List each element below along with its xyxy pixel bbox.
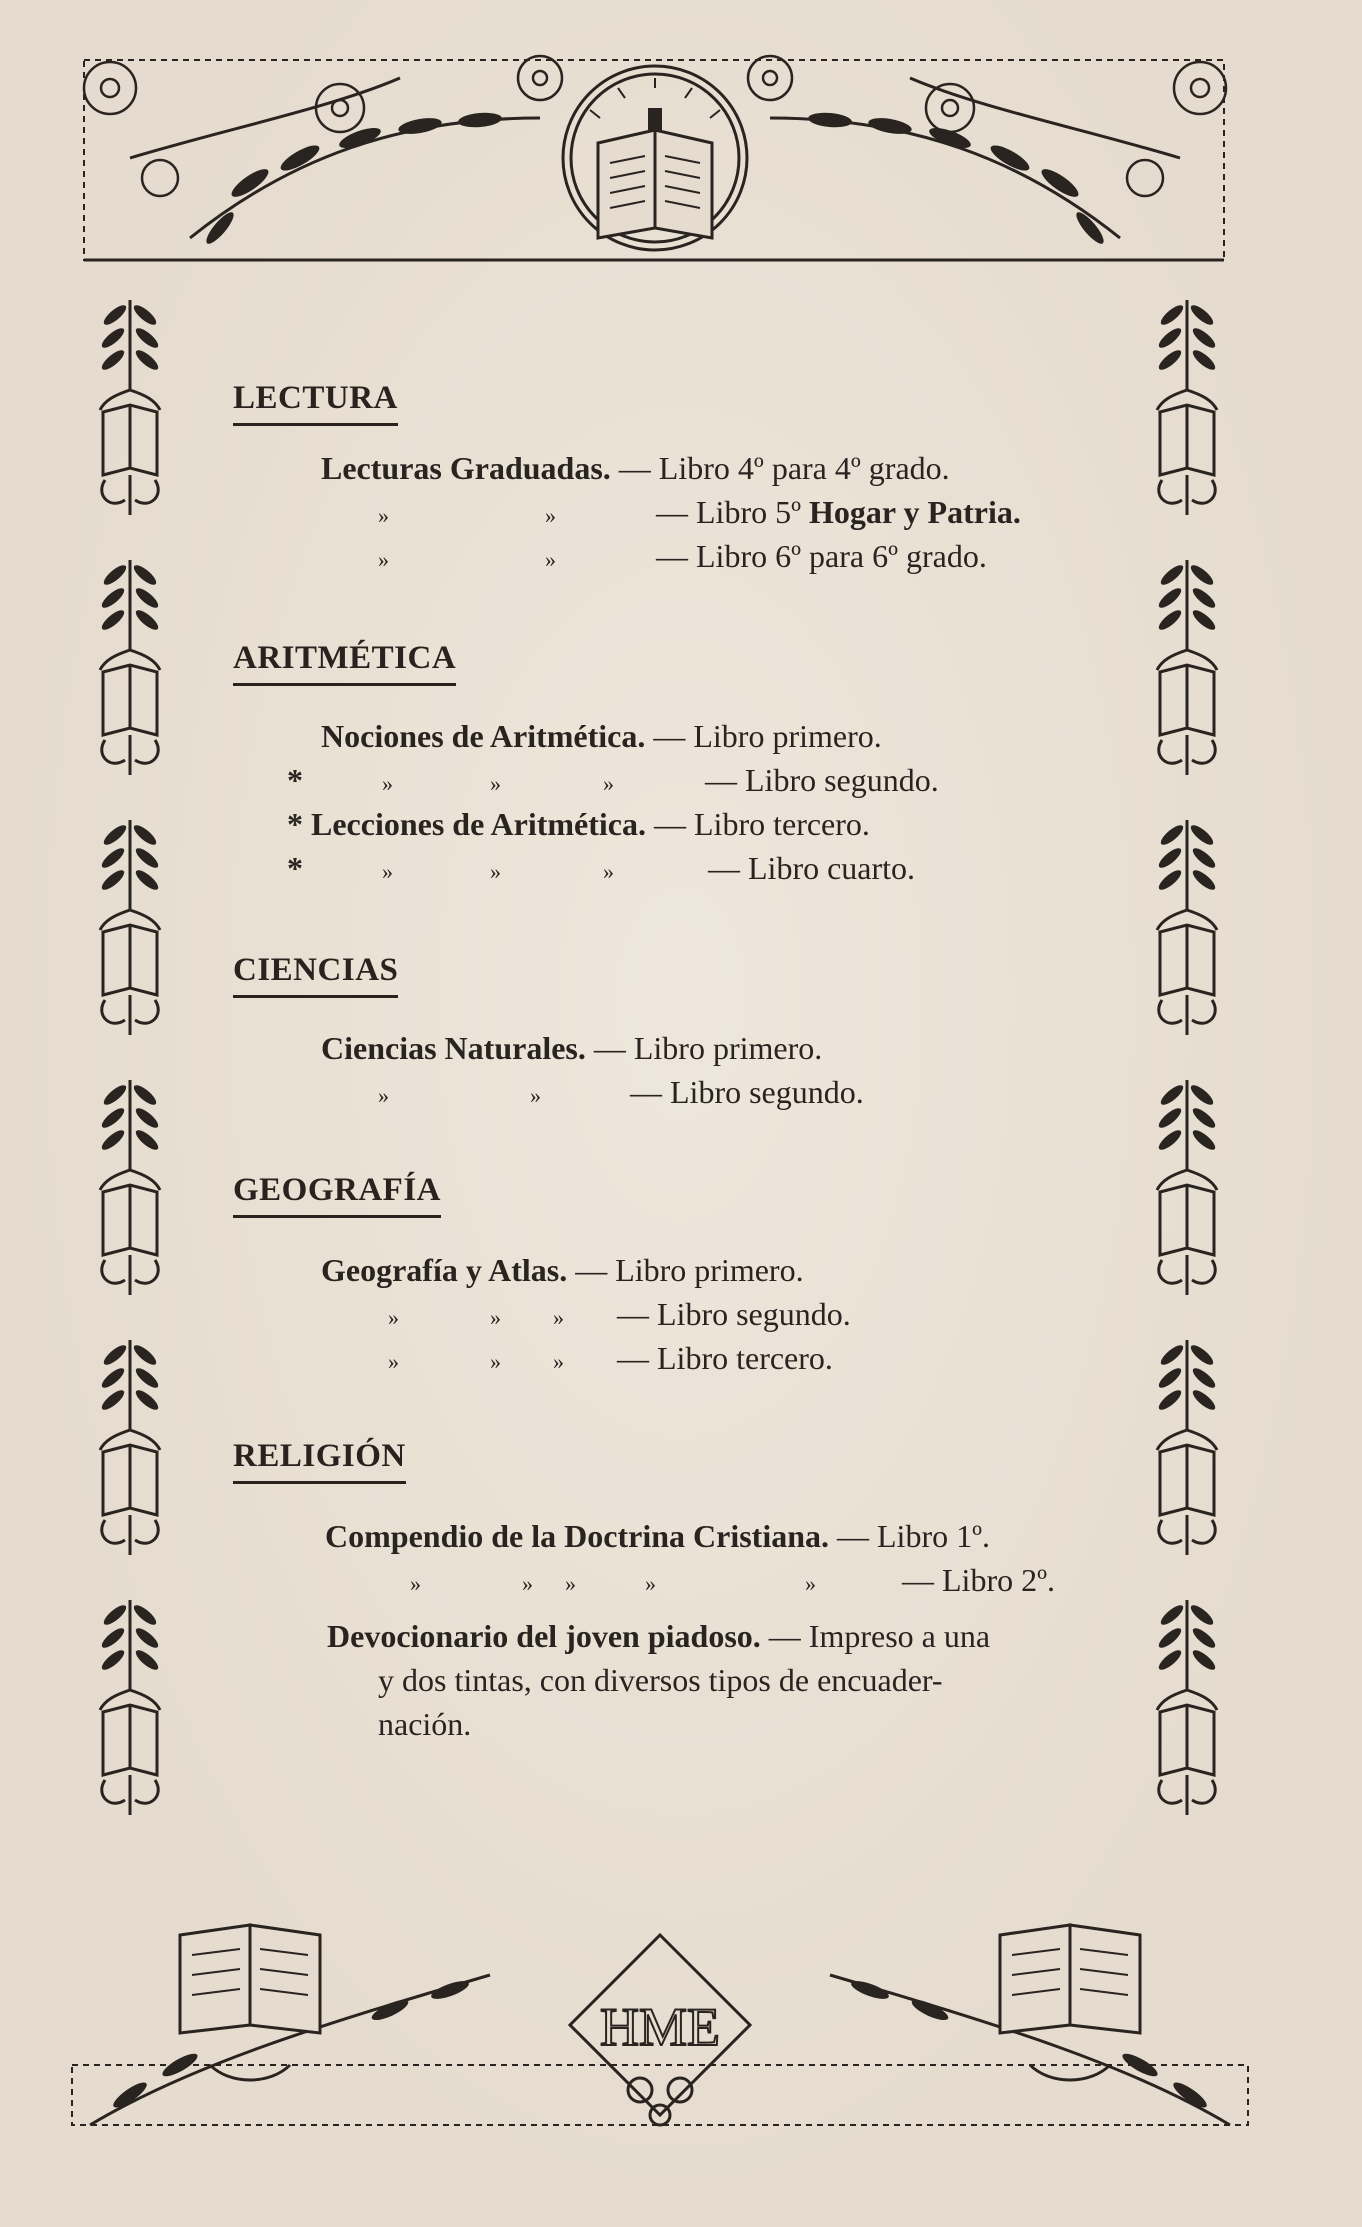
list-item: » — [388, 1305, 399, 1330]
list-item: » — [545, 547, 556, 572]
list-item: Devocionario del joven piadoso. — Impreso a una — [327, 1618, 991, 1654]
list-item: » — [490, 771, 501, 796]
list-item: » — [553, 1349, 564, 1374]
list-item: » — [490, 859, 501, 884]
list-item: Lecturas Graduadas. — Libro 4º para 4º grado. — [321, 450, 950, 486]
list-item: — Libro cuarto. — [708, 850, 916, 886]
list-item: » — [378, 1083, 389, 1108]
list-item: Compendio de la Doctrina Cristiana. — Libro 1º. — [325, 1518, 991, 1554]
list-item: » — [603, 771, 614, 796]
list-item: * Lecciones de Aritmética. — Libro tercero. — [287, 806, 870, 842]
list-item: » — [603, 859, 614, 884]
list-item: Ciencias Naturales. — Libro primero. — [321, 1030, 823, 1066]
list-item: Geografía y Atlas. — Libro primero. — [321, 1252, 804, 1288]
list-item: » — [378, 503, 389, 528]
list-item: — Libro segundo. — [705, 762, 939, 798]
list-item: nación. — [378, 1706, 472, 1742]
list-item: » — [388, 1349, 399, 1374]
list-item: * — [287, 850, 303, 886]
section-heading-lectura: LECTURA — [233, 380, 398, 426]
list-item: » — [645, 1571, 656, 1596]
list-item: » — [378, 547, 389, 572]
list-item: » — [490, 1349, 501, 1374]
list-item: — Libro 2º. — [902, 1562, 1056, 1598]
list-item: » — [382, 771, 393, 796]
list-item: y dos tintas, con diversos tipos de encuader- — [378, 1662, 943, 1698]
list-item: » — [530, 1083, 541, 1108]
list-item: — Libro 6º para 6º grado. — [656, 538, 987, 574]
list-item: » — [545, 503, 556, 528]
list-item: — Libro segundo. — [630, 1074, 864, 1110]
section-heading-religion: RELIGIÓN — [233, 1438, 406, 1484]
section-heading-aritmetica: ARITMÉTICA — [233, 640, 456, 686]
list-item: — Libro 5º Hogar y Patria. — [656, 494, 1021, 530]
list-item: » — [565, 1571, 576, 1596]
list-item: » — [382, 859, 393, 884]
list-item: » — [805, 1571, 816, 1596]
list-item: * — [287, 762, 303, 798]
monogram-text: HME — [600, 1997, 720, 2057]
list-item: » — [490, 1305, 501, 1330]
list-item: — Libro segundo. — [617, 1296, 851, 1332]
list-item: Nociones de Aritmética. — Libro primero. — [321, 718, 882, 754]
section-heading-geografia: GEOGRAFÍA — [233, 1172, 441, 1218]
list-item: » — [410, 1571, 421, 1596]
list-item: » — [522, 1571, 533, 1596]
list-item: » — [553, 1305, 564, 1330]
section-heading-ciencias: CIENCIAS — [233, 952, 398, 998]
list-item: — Libro tercero. — [617, 1340, 833, 1376]
